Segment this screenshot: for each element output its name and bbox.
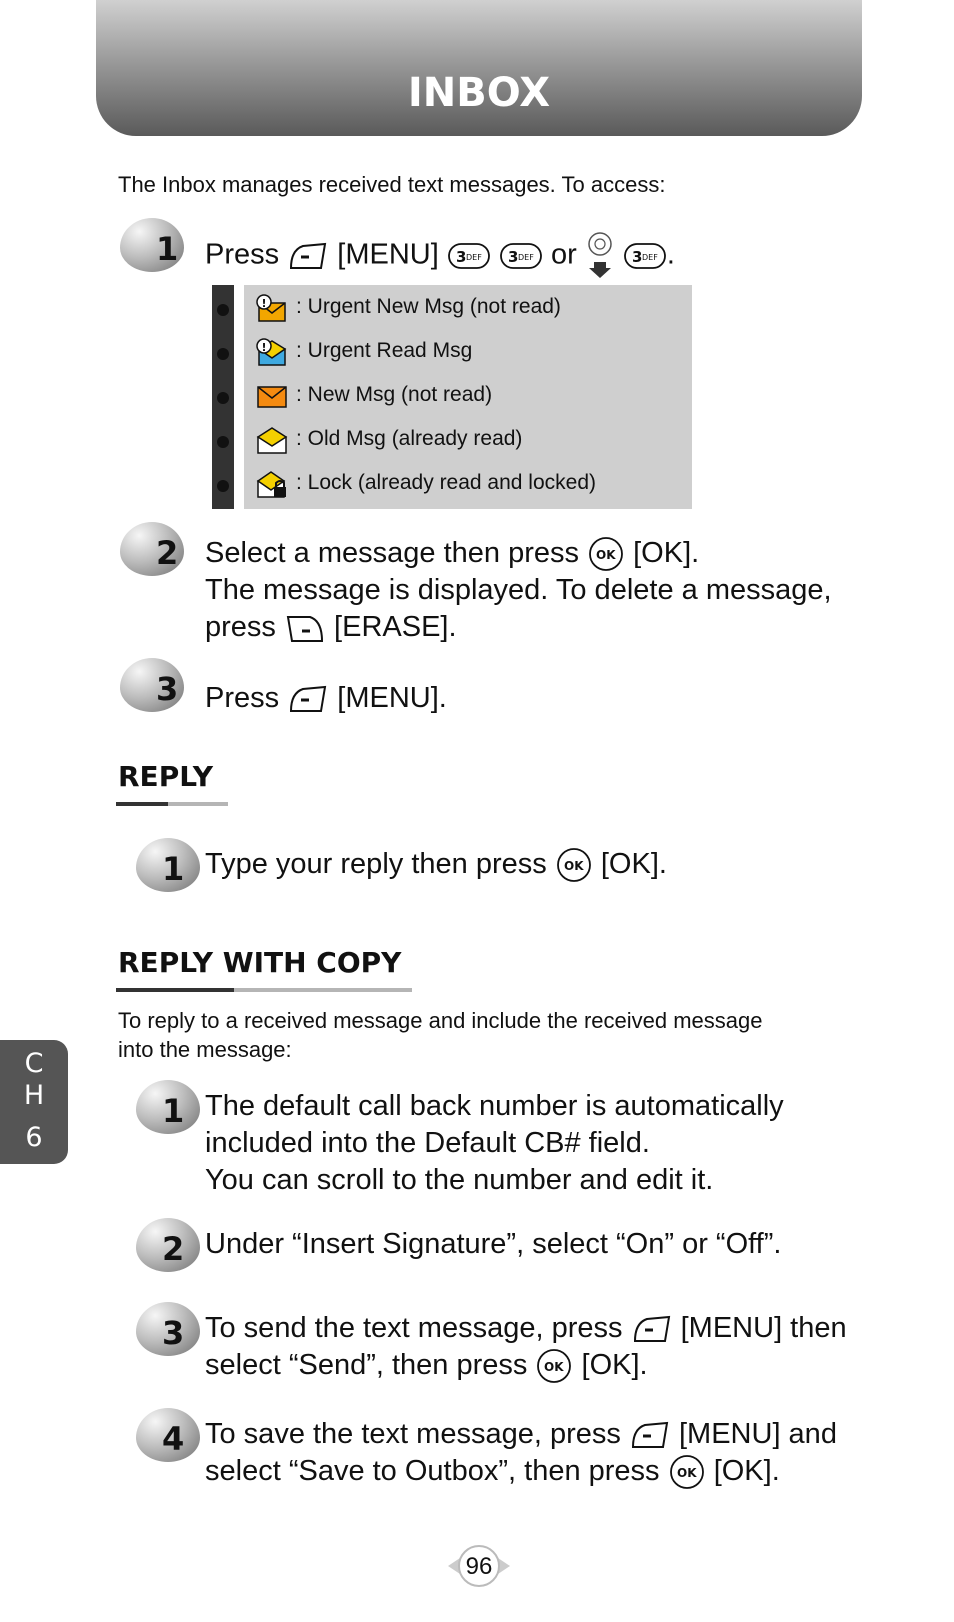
reply-copy-step-4: To save the text message, press [MENU] and select “Save to Outbox”, then press OK [OK]. xyxy=(205,1416,837,1490)
menu-softkey-icon xyxy=(631,1313,673,1345)
section-rule xyxy=(168,802,228,806)
key-3-icon xyxy=(623,241,667,271)
svg-text:DEF: DEF xyxy=(465,253,482,262)
message-icon-legend xyxy=(244,285,692,509)
menu-softkey-icon xyxy=(287,683,329,715)
section-title-reply-with-copy: REPLY WITH COPY xyxy=(118,946,402,979)
chapter-tab: C H 6 xyxy=(0,1040,68,1164)
reply-copy-step-1: The default call back number is automatically included into the Default CB# field. You can scroll to the number and edit it. xyxy=(205,1090,784,1196)
reply-copy-step-2: Under “Insert Signature”, select “On” or “Off”. xyxy=(205,1228,782,1260)
step-badge-4: 4 xyxy=(136,1408,206,1462)
svg-text:3: 3 xyxy=(507,248,519,266)
svg-text:DEF: DEF xyxy=(517,253,534,262)
svg-text:!: ! xyxy=(261,297,267,310)
step-badge-1: 1 xyxy=(136,838,206,892)
step-badge-2: 2 xyxy=(120,522,190,576)
legend-item: ! : Urgent New Msg (not read) xyxy=(244,285,692,329)
key-3-icon xyxy=(447,241,491,271)
urgent-new-msg-icon xyxy=(254,293,288,323)
svg-text:OK: OK xyxy=(563,859,584,874)
page-title: INBOX xyxy=(407,70,551,116)
section-title-reply: REPLY xyxy=(118,760,213,793)
svg-text:OK: OK xyxy=(544,1360,564,1375)
step-badge-3: 3 xyxy=(120,658,190,712)
step-badge-1: 1 xyxy=(120,218,190,272)
key-3-icon xyxy=(499,241,543,271)
menu-softkey-icon xyxy=(287,240,329,272)
page-header xyxy=(96,0,862,136)
step-badge-1: 1 xyxy=(136,1080,206,1134)
erase-softkey-icon xyxy=(284,613,326,645)
ok-key-icon xyxy=(555,847,593,883)
svg-text:3: 3 xyxy=(455,248,467,266)
step-badge-2: 2 xyxy=(136,1218,206,1272)
menu-softkey-icon xyxy=(629,1419,671,1451)
section-rule xyxy=(116,988,234,992)
svg-text:3: 3 xyxy=(631,248,643,266)
legend-item: : Old Msg (already read) xyxy=(244,417,692,461)
nav-down-icon xyxy=(585,230,615,282)
inbox-step-3: Press [MENU]. xyxy=(205,682,447,714)
intro-text: The Inbox manages received text messages. To access: xyxy=(118,172,666,197)
section-rule xyxy=(116,802,168,806)
section-rule xyxy=(234,988,412,992)
legend-bullet-bar xyxy=(212,285,234,509)
ok-key-icon xyxy=(668,1454,706,1490)
legend-item: : Lock (already read and locked) xyxy=(244,461,692,505)
ok-key-icon xyxy=(535,1348,573,1384)
legend-item: : New Msg (not read) xyxy=(244,373,692,417)
step-badge-3: 3 xyxy=(136,1302,206,1356)
reply-copy-step-3: To send the text message, press [MENU] then select “Send”, then press OK [OK]. xyxy=(205,1310,847,1384)
lock-msg-icon xyxy=(254,469,288,499)
legend-item: ! : Urgent Read Msg xyxy=(244,329,692,373)
svg-text:!: ! xyxy=(261,341,267,354)
svg-text:OK: OK xyxy=(676,1466,697,1481)
svg-text:OK: OK xyxy=(596,548,616,563)
ok-key-icon xyxy=(587,536,625,572)
inbox-step-1: Press [MENU] 3 DEF 3 DEF or 3 DEF . xyxy=(205,230,675,282)
urgent-read-msg-icon xyxy=(254,337,288,367)
inbox-step-2: Select a message then press OK [OK]. The message is displayed. To delete a message, press [ERASE]. xyxy=(205,537,832,644)
page-number: 96 xyxy=(446,1544,512,1588)
new-msg-icon xyxy=(254,381,288,411)
svg-text:DEF: DEF xyxy=(641,253,658,262)
reply-copy-intro: To reply to a received message and include the received message into the message: xyxy=(118,1008,763,1062)
old-msg-icon xyxy=(254,425,288,455)
reply-step-1: Type your reply then press OK [OK]. xyxy=(205,846,667,883)
